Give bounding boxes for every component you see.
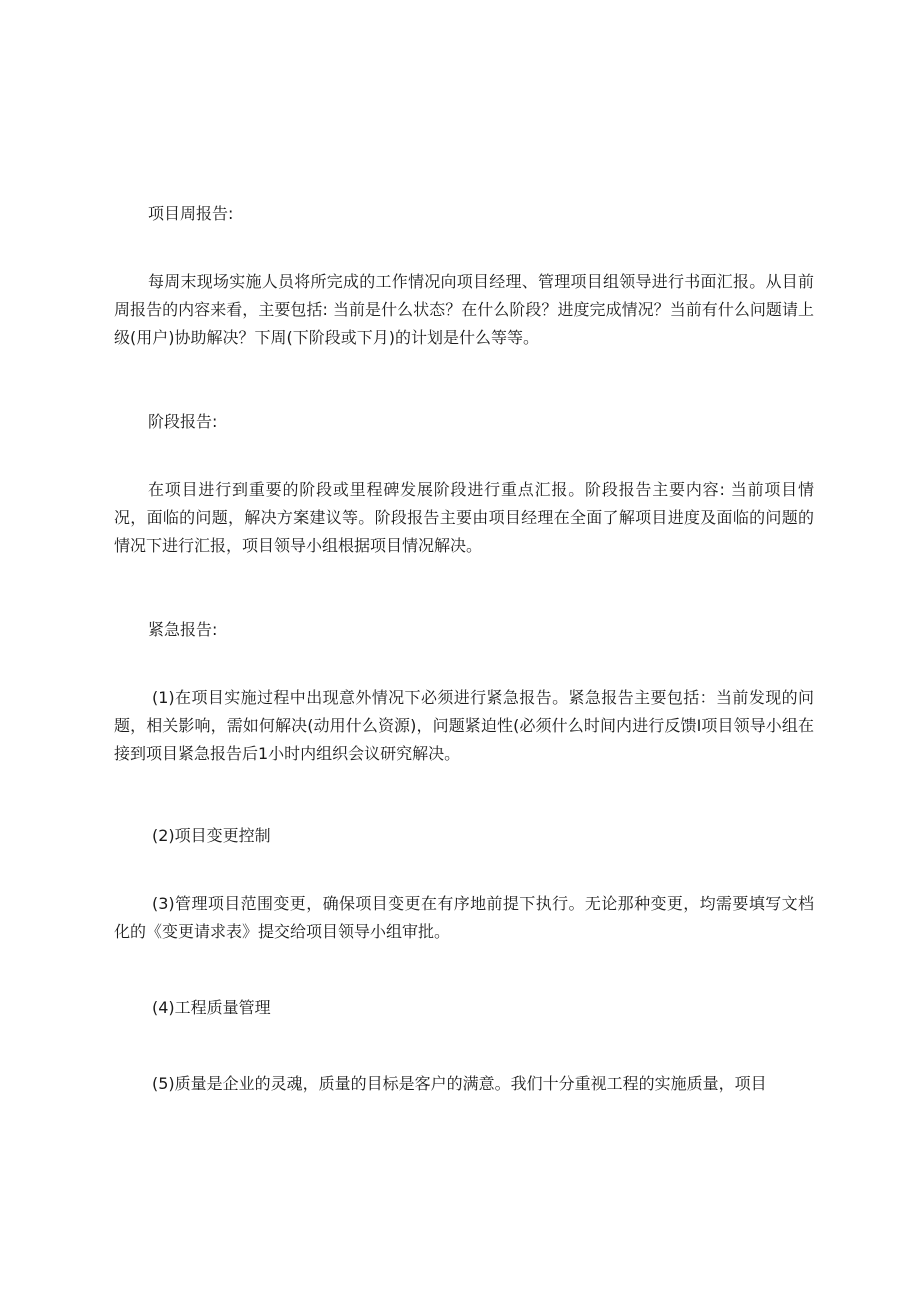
paragraph-item-1: (1)在项目实施过程中出现意外情况下必须进行紧急报告。紧急报告主要包括：当前发现的问题，相关影响，需如何解决(动用什么资源)，问题紧迫性(必须什么时间内进行反馈I项目领导小组在接到项目紧急报告后1小时内组织会议研究解决。	[114, 688, 814, 763]
paragraph-phase-report: 在项目进行到重要的阶段或里程碑发展阶段进行重点汇报。阶段报告主要内容: 当前项目情况，面临的问题，解决方案建议等。阶段报告主要由项目经理在全面了解项目进度及面临的问题的情况下进行汇报，项目领导小组根据项目情况解决。	[114, 480, 814, 555]
paragraph-item-3: (3)管理项目范围变更，确保项目变更在有序地前提下执行。无论那种变更，均需要填写文档化的《变更请求表》提交给项目领导小组审批。	[114, 894, 814, 941]
heading-weekly-report: 项目周报告:	[148, 204, 234, 223]
paragraph-weekly-report: 每周末现场实施人员将所完成的工作情况向项目经理、管理项目组领导进行书面汇报。从目前周报告的内容来看，主要包括: 当前是什么状态？在什么阶段？进度完成情况？当前有什么问题请上级(用户)协助解决？下周(下阶段或下月)的计划是什么等等。	[114, 272, 814, 347]
paragraph-item-5: (5)质量是企业的灵魂，质量的目标是客户的满意。我们十分重视工程的实施质量，项目	[152, 1074, 767, 1093]
paragraph-item-4: (4)工程质量管理	[152, 998, 271, 1017]
paragraph-item-2: (2)项目变更控制	[152, 826, 271, 845]
heading-urgent-report: 紧急报告:	[148, 620, 218, 639]
heading-phase-report: 阶段报告:	[148, 412, 218, 431]
